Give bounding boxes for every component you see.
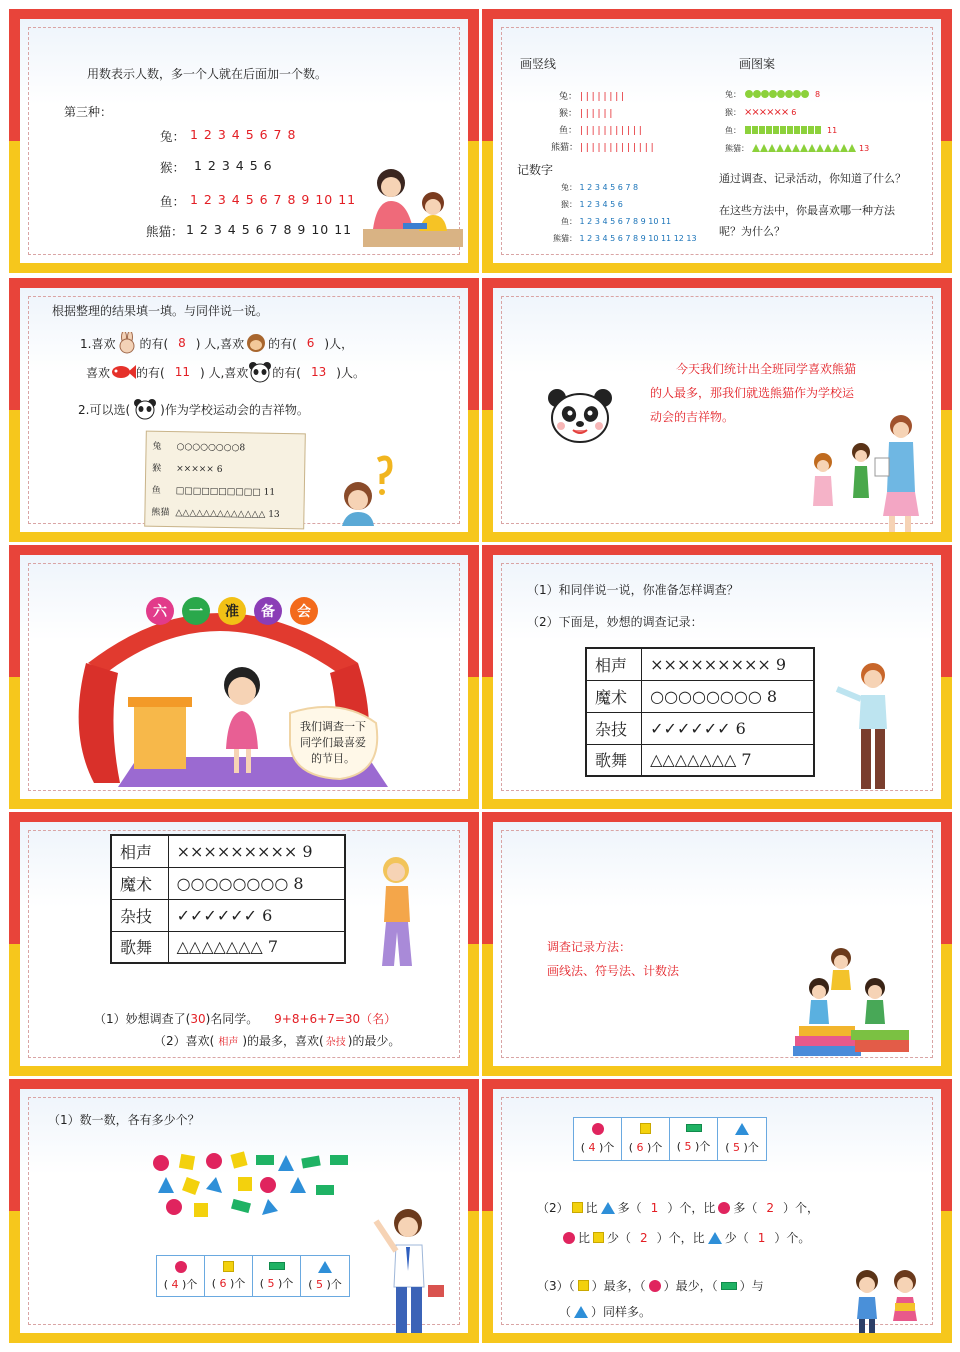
lines-table: 兔： | | | | | | | | 猴： | | | | | | 鱼： | | | | | | | | | | | 熊猫： | | | | | | | | | | | | | [551,92,654,153]
fish-answer: 11 [174,365,190,379]
method-label: 第三种： [64,105,113,119]
compare-line-4: （ ）同样多。 [559,1305,652,1319]
fill-line-1: 1.喜欢 的有( 8 ) 人,喜欢 的有( 6 )人， [80,332,353,354]
answer-cell: ( 5 )个 [301,1256,349,1296]
answer-cell: ( 4 )个 [574,1118,622,1160]
slide-5[interactable] [9,545,479,809]
compare-line-2: 比 少（ 2 ）个，比 少（ 1 ）个。 [563,1229,810,1246]
slide-4[interactable] [482,278,952,542]
circle-icon [718,1202,730,1214]
panda-face-illustration [547,386,613,444]
slide-1[interactable] [9,9,479,273]
rectangle-icon [686,1124,702,1132]
answer-cell: ( 5 )个 [670,1118,718,1160]
square-icon [572,1202,583,1213]
fill-line-3: 2.可以选( )作为学校运动会的吉祥物。 [78,398,309,420]
table-row: 魔术 ○○○○○○○○ 8 [111,867,345,899]
monkey-icon [244,332,268,354]
slide-9[interactable] [9,1079,479,1343]
triangle-icon [601,1202,615,1214]
rabbit-icon [115,332,139,354]
count-answer-box [573,1117,767,1161]
survey-table [110,834,346,964]
lines-title: 画竖线 [520,57,557,71]
answer-2: （2）喜欢( 相声 )的最多，喜欢( 杂技 )的最少。 [154,1034,401,1048]
two-kids-illustration [847,1267,927,1333]
table-row: 杂技 ✓✓✓✓✓✓ 6 [111,899,345,931]
thinking-girl-illustration [338,454,398,526]
square-icon [223,1261,234,1272]
slide-7[interactable] [9,812,479,1076]
method-list: 画线法、符号法、计数法 [547,964,680,978]
table-row: 相声 ××××××××× 9 [111,835,345,867]
method-title: 调查记录方法： [547,940,632,954]
conclusion-line-3: 动会的吉祥物。 [650,410,735,424]
answer-cell: ( 5 )个 [253,1256,301,1296]
answer-1: （1）妙想调查了(30)名同学。 9+8+6+7=30（名） [94,1012,397,1026]
rabbit-answer: 8 [178,336,186,350]
kids-on-books-illustration [789,940,913,1062]
slide-10[interactable] [482,1079,952,1343]
slide-2[interactable] [482,9,952,273]
table-row: 歌舞 △△△△△△△ 7 [111,931,345,963]
triangle-icon [318,1261,332,1273]
square-icon [578,1280,589,1291]
question-1: （1）和同伴说一说，你准备怎样调查？ [527,583,739,597]
table-row: 相声 ××××××××× 9 [586,648,814,680]
banner-char: 一 [182,597,210,625]
row-monkey-label: 猴： [160,160,186,175]
pattern-table: 兔： 8 猴： ×××××× 6 鱼： 11 熊猫： 13 [725,89,870,153]
girl-illustration [372,852,422,970]
answer-cell: ( 5 )个 [718,1118,766,1160]
rectangle-icon [721,1282,737,1290]
question-2: （2）下面是，妙想的调查记录： [527,615,703,629]
circle-icon [592,1123,604,1135]
teacher-students-illustration [803,412,933,532]
compare-line-3: （3）（ ）最多，（ ）最少，（ ）与 [537,1279,764,1293]
mother-child-illustration [363,157,463,255]
conclusion-line-1: 今天我们统计出全班同学喜欢熊猫 [676,362,857,376]
table-row: 歌舞 △△△△△△△ 7 [586,744,814,776]
slide-6[interactable] [482,545,952,809]
question-2b: 呢？为什么？ [719,225,785,238]
tally-note-card: 兔 ○○○○○○○○8 猴 ××××× 6 鱼 □□□□□□□□□□ 11 熊猫 △△△△△△△△△△△△△ 13 [144,431,306,530]
row-fish-label: 鱼： [160,194,186,209]
row-rabbit-value: 1 2 3 4 5 6 7 8 [190,127,297,142]
conclusion-line-2: 的人最多，那我们就选熊猫作为学校运 [650,386,855,400]
table-row: 杂技 ✓✓✓✓✓✓ 6 [586,712,814,744]
boy-pointing-illustration [833,659,903,797]
answer-cell: ( 6 )个 [622,1118,670,1160]
triangle-icon [735,1123,749,1135]
panda-icon [130,398,160,420]
square-icon [640,1123,651,1134]
row-panda-label: 熊猫： [146,224,184,239]
fish-icon [110,362,136,382]
row-fish-value: 1 2 3 4 5 6 7 8 9 10 11 [190,192,357,207]
table-row: 魔术 ○○○○○○○○ 8 [586,680,814,712]
row-panda-value: 1 2 3 4 5 6 7 8 9 10 11 [186,222,353,237]
numbers-title: 记数字 [517,163,554,177]
banner-char: 六 [146,597,174,625]
shape-cluster [144,1149,354,1219]
question-2a: 在这些方法中，你最喜欢哪一种方法 [719,204,895,217]
row-monkey-value: 1 2 3 4 5 6 [194,158,273,173]
circle-icon [563,1232,575,1244]
survey-table [585,647,815,777]
answer-cell: ( 6 )个 [205,1256,253,1296]
fill-heading: 根据整理的结果填一填。与同伴说一说。 [52,304,269,318]
row-rabbit-label: 兔： [160,129,186,144]
banner-char: 会 [290,597,318,625]
panda-answer: 13 [310,365,327,379]
square-icon [593,1232,604,1243]
triangle-icon [708,1232,722,1244]
question-1: 通过调查、记录活动，你知道了什么？ [719,172,906,185]
compare-line-1: （2） 比 多（ 1 ）个，比 多（ 2 ）个， [537,1200,819,1215]
panda-icon [248,361,272,383]
circle-icon [175,1261,187,1273]
banner-char: 准 [218,597,246,625]
fill-line-2: 喜欢 的有( 11 ) 人,喜欢 的有( 13 )人。 [86,361,365,383]
slide-3[interactable] [9,278,479,542]
triangle-icon [574,1306,588,1318]
banner-char: 备 [254,597,282,625]
count-answer-box [156,1255,350,1297]
answer-cell: ( 4 )个 [157,1256,205,1296]
monkey-answer: 6 [306,336,315,350]
intro-text: 用数表示人数，多一个人就在后面加一个数。 [87,67,328,81]
speech-bubble: 我们调查一下 同学们最喜爱 的节目。 [300,720,366,765]
pattern-title: 画图案 [739,57,776,71]
slide-8[interactable] [482,812,952,1076]
circle-icon [649,1280,661,1292]
banner [146,597,318,625]
numbers-table: 兔： 1 2 3 4 5 6 7 8 猴： 1 2 3 4 5 6 鱼： 1 2 3 4 5 6 7 8 9 10 11 熊猫： 1 2 3 4 5 6 7 8 9 10 11 12 13 [553,183,697,243]
rectangle-icon [269,1262,285,1270]
boy-waving-illustration [368,1201,450,1333]
count-question: （1）数一数，各有多少个？ [48,1113,200,1127]
